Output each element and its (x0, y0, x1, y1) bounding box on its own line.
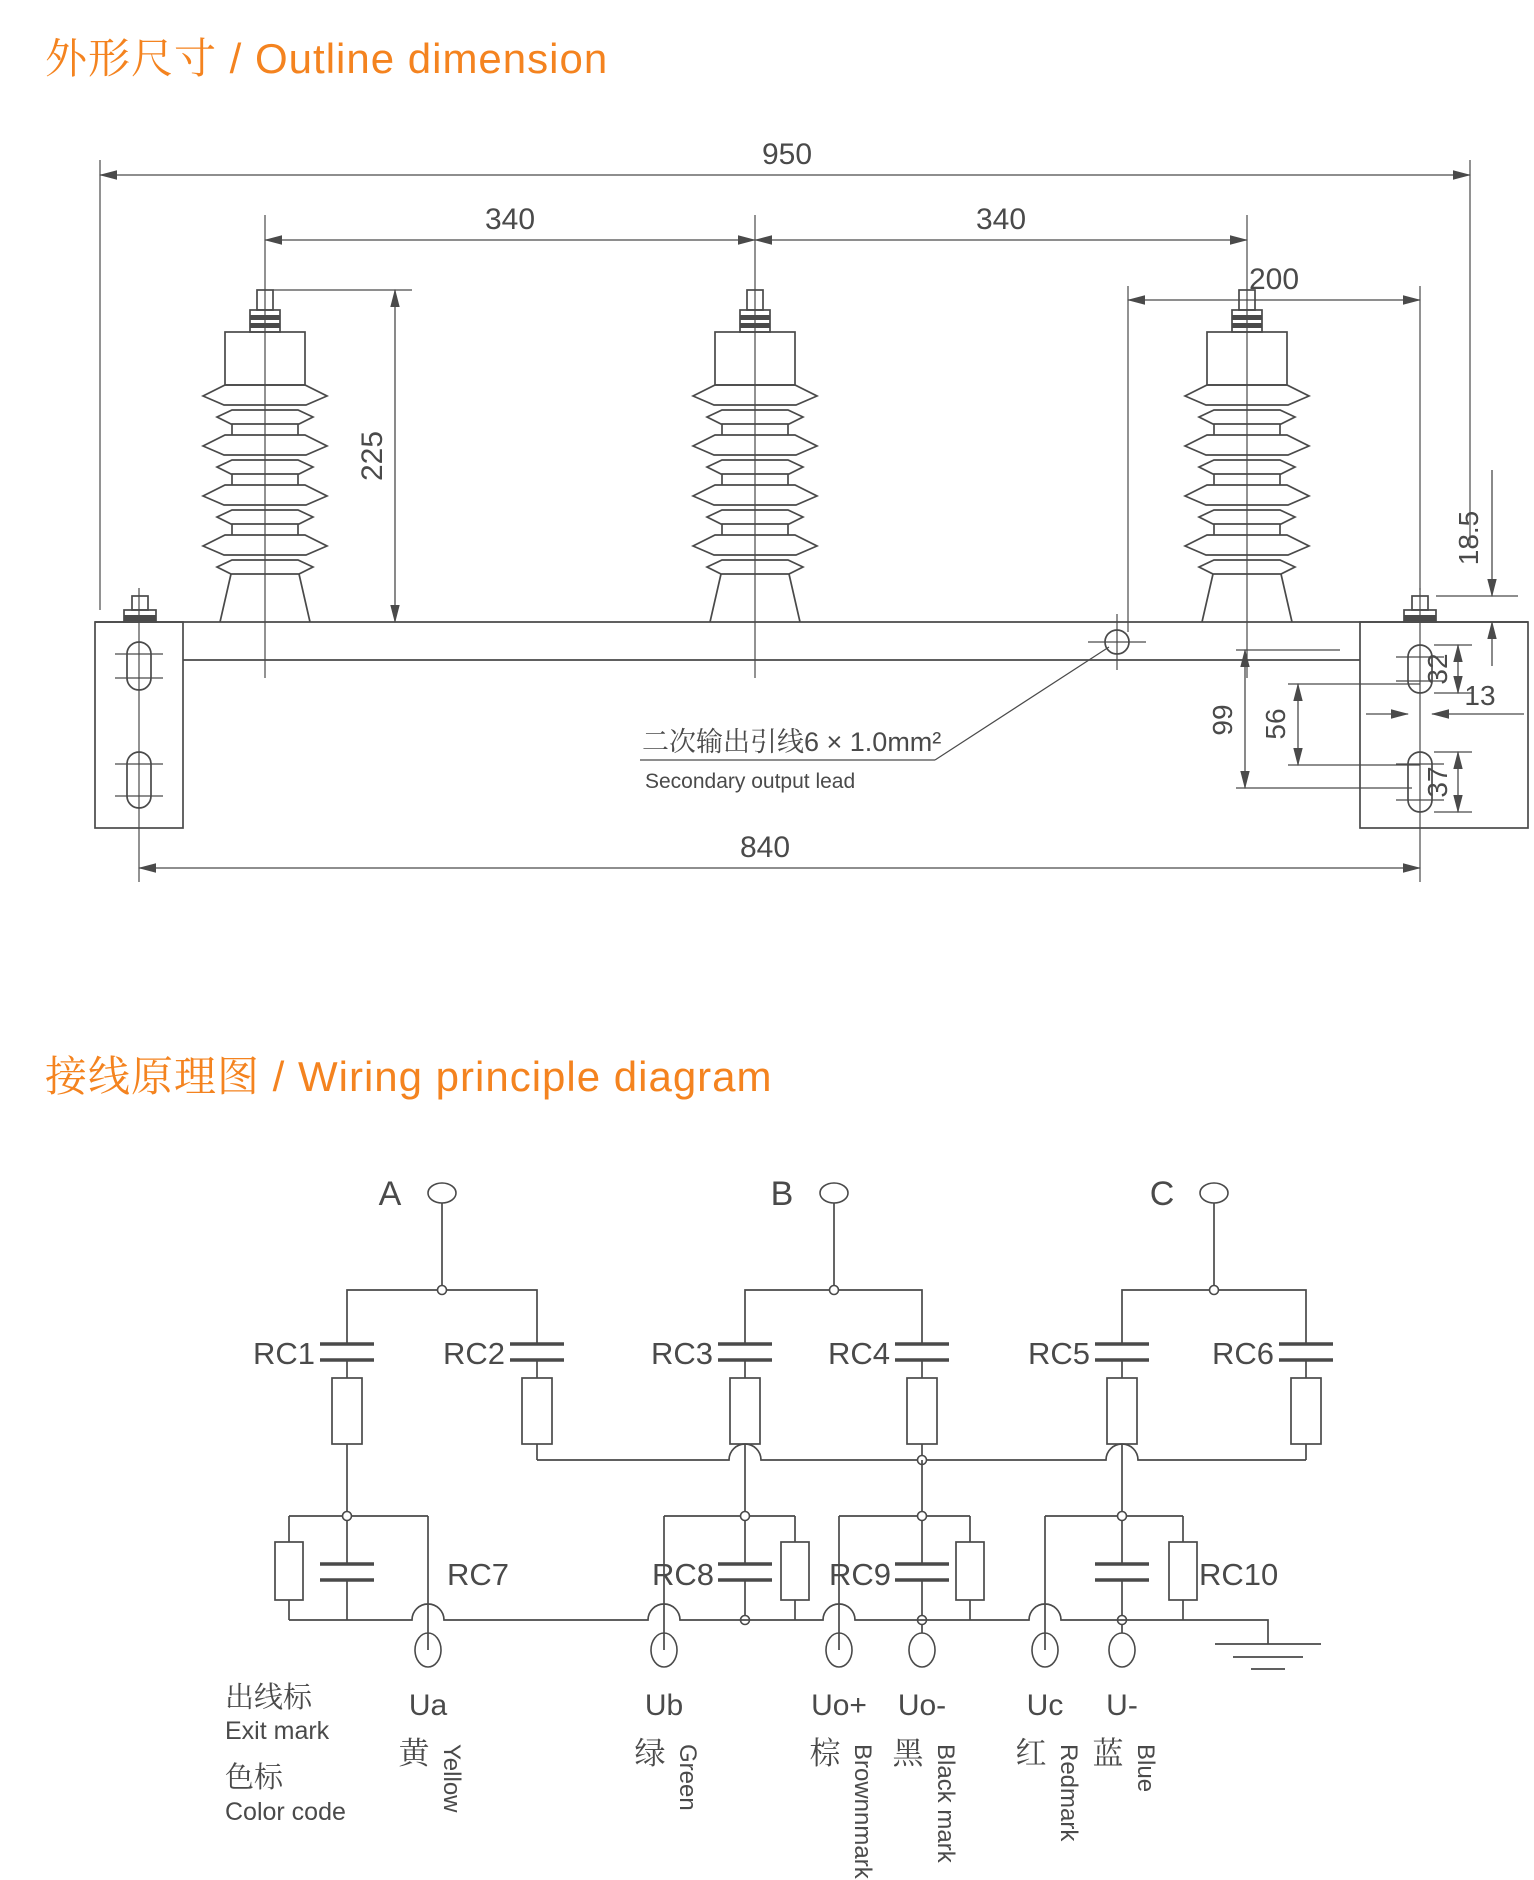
legend-color-code-en: Color code (225, 1798, 346, 1826)
rc8-label: RC8 (651, 1557, 714, 1592)
rc9-block (829, 1512, 984, 1634)
terminal-ub (635, 1633, 702, 1811)
rc10-block (1045, 1512, 1278, 1634)
dim-end-offset (1128, 263, 1420, 300)
outline-dimension-drawing (0, 110, 1534, 900)
rc2-branch (443, 1336, 564, 1460)
middle-bus (537, 1444, 1306, 1516)
terminal-ub-color-zh: 绿 (634, 1736, 666, 1771)
terminal-ua (399, 1633, 466, 1813)
terminal-uc-color-zh: 红 (1015, 1736, 1047, 1771)
dim-56-label: 56 (1260, 708, 1291, 740)
dim-washer-height (1436, 470, 1518, 666)
secondary-lead-callout (640, 614, 1146, 793)
terminal-uo-plus-color-en: Brownnmark (849, 1744, 876, 1879)
terminal-uo-minus-color-en: Black mark (932, 1744, 959, 1863)
dim-phase-pitch-left (265, 203, 755, 240)
dim-200-label: 200 (1248, 263, 1300, 296)
legend-color-code-zh: 色标 (225, 1762, 284, 1794)
rc1-label: RC1 (252, 1336, 315, 1371)
terminal-uo-minus (893, 1633, 960, 1864)
rc-upper-branches (253, 1336, 1333, 1516)
dim-mounting-pitch (139, 831, 1420, 868)
terminal-uc (1016, 1633, 1083, 1842)
mounting-bracket-left (95, 588, 183, 882)
bottom-bus (289, 1604, 1321, 1669)
rc7-label: RC7 (447, 1557, 510, 1592)
rc5-label: RC5 (1027, 1336, 1090, 1371)
dim-340b-label: 340 (975, 203, 1027, 236)
mounting-bracket-right (1360, 588, 1528, 882)
dim-340a-label: 340 (484, 203, 536, 236)
dim-225-label: 225 (356, 430, 389, 482)
terminal-ub-label: Ub (644, 1689, 684, 1722)
dim-phase-pitch-right (755, 203, 1247, 240)
rc1-branch (253, 1336, 374, 1516)
terminal-u-minus-label: U- (1106, 1689, 1138, 1722)
terminal-ua-color-en: Yellow (438, 1744, 465, 1813)
legend-exit-mark-zh: 出线标 (225, 1682, 313, 1714)
terminal-uc-color-en: Redmark (1055, 1744, 1082, 1842)
terminal-ub-color-en: Green (674, 1744, 701, 1811)
terminal-uo-minus-label: Uo- (897, 1689, 947, 1722)
wiring-section-title: 接线原理图 / Wiring principle diagram (45, 1053, 773, 1100)
mounting-beam (95, 622, 1528, 660)
output-terminals (399, 1633, 1160, 1880)
secondary-lead-note-en: Secondary output lead (645, 770, 856, 793)
dim-hole-span (1207, 650, 1412, 788)
phase-a-terminal (379, 1175, 456, 1290)
legend (225, 1681, 346, 1826)
terminal-uo-minus-color-zh: 黑 (892, 1736, 924, 1771)
dim-99-label: 99 (1207, 704, 1238, 736)
phase-b-label: B (770, 1175, 794, 1213)
dim-insulator-height (273, 290, 412, 622)
rc7-block (275, 1512, 509, 1634)
rc9-label: RC9 (828, 1557, 891, 1592)
rc4-label: RC4 (827, 1336, 890, 1371)
terminal-u-minus-color-zh: 蓝 (1092, 1736, 1124, 1771)
terminal-uo-plus-color-zh: 棕 (809, 1736, 841, 1771)
phase-a-label: A (378, 1175, 402, 1213)
terminal-ua-label: Ua (408, 1689, 448, 1722)
rc8-block (652, 1512, 809, 1634)
dim-hole-pitch (1260, 684, 1420, 765)
terminal-uc-label: Uc (1026, 1689, 1064, 1722)
rc10-label: RC10 (1199, 1557, 1279, 1592)
dim-950-label: 950 (761, 138, 813, 171)
dim-37-label: 37 (1422, 766, 1453, 798)
dim-18-5-label: 18.5 (1453, 510, 1484, 566)
rc4-branch (828, 1336, 949, 1460)
terminal-uo-plus-label: Uo+ (811, 1689, 867, 1722)
phase-c-terminal (1150, 1175, 1228, 1290)
dim-32-label: 32 (1422, 653, 1453, 685)
rc3-branch (651, 1336, 772, 1516)
terminal-uo-plus (810, 1633, 877, 1880)
rc5-branch (1028, 1336, 1149, 1516)
wiring-principle-diagram (0, 1130, 1534, 1880)
legend-exit-mark-en: Exit mark (225, 1717, 330, 1745)
terminal-u-minus-color-en: Blue (1132, 1744, 1159, 1793)
ground-icon (1215, 1644, 1321, 1669)
outline-section-title: 外形尺寸 / Outline dimension (45, 35, 609, 82)
dim-840-label: 840 (739, 831, 791, 864)
dim-13-label: 13 (1464, 680, 1496, 711)
terminal-u-minus (1093, 1633, 1160, 1792)
secondary-lead-note-zh: 二次输出引线6 × 1.0mm² (642, 727, 942, 757)
terminal-ua-color-zh: 黄 (398, 1736, 430, 1771)
dim-overall-width (100, 138, 1470, 175)
rc6-label: RC6 (1211, 1336, 1274, 1371)
phase-b-terminal (771, 1175, 848, 1290)
dim-slot-lower (1422, 752, 1472, 812)
rc6-branch (1212, 1336, 1333, 1460)
rc3-label: RC3 (650, 1336, 713, 1371)
phase-c-label: C (1149, 1175, 1175, 1213)
rc2-label: RC2 (442, 1336, 505, 1371)
